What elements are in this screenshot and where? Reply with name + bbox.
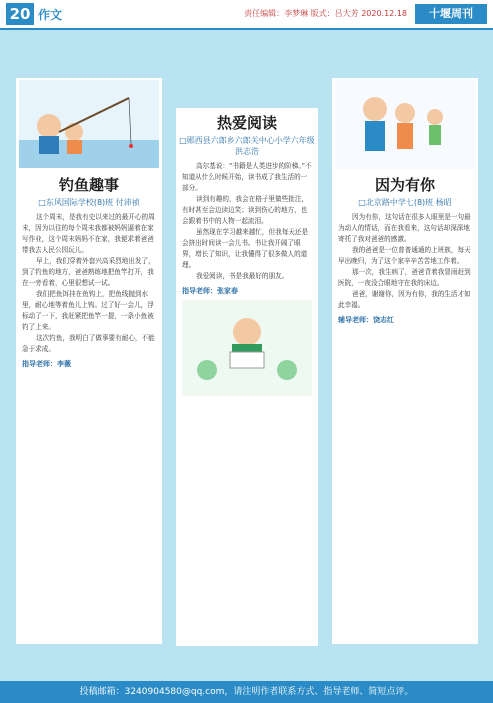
article-fishing: [16, 78, 162, 644]
article-paragraph: 因为有你，这句话在很多人眼里是一句最为动人的情话，而在我看来，这句话却深深地寄托了我对爸爸的感激。: [338, 213, 471, 243]
article-paragraph: 读到有趣的，我会在格子里做些批注，有时甚至会边读边笑；读到伤心的地方，也会跟着书中的人物一起流泪。: [182, 195, 309, 225]
fishing-illustration: [16, 78, 162, 170]
reading-illustration: [176, 302, 318, 394]
section-title: 作文: [38, 8, 63, 22]
article-paragraph: 那一次，我生病了，爸爸背着我冒雨赶到医院，一夜没合眼地守在我的床边。: [338, 268, 471, 287]
family-illustration: [332, 78, 478, 170]
article-paragraph: 早上，我们穿着外套兴高采烈地出发了，到了钓鱼的地方，爸爸熟练地把鱼竿打开，我在一旁看着，心里很想试一试。: [22, 257, 155, 287]
article-byline: □郧西县六郎乡六郎关中心小学六年级 洪志浩: [179, 136, 315, 156]
article-paragraph: 高尔基说：“书籍是人类进步的阶梯。”不知道从什么时候开始，读书成了我生活的一部分。: [182, 162, 312, 192]
brand-logo: 十堰周刊: [415, 4, 487, 24]
page-header: [0, 0, 493, 30]
article-title: 因为有你: [374, 176, 435, 194]
article-title: 钓鱼趣事: [58, 176, 119, 194]
article-mentor: 辅导老师：饶志红: [338, 316, 394, 324]
editor-meta: 责任编辑：李梦琳 版式：吕大芳 2020.12.18: [244, 9, 407, 18]
article-byline: □北京路中学七(8)班 杨昭: [358, 198, 452, 207]
article-paragraph: 虽然现在学习越来越忙，但我每天还是会挤出时间读一会儿书。书让我开阔了眼界，增长了知识，让我懂得了很多做人的道理。: [182, 228, 309, 269]
submission-footer: 投稿邮箱：3240904580@qq.com，请注明作者联系方式、指导老师、简短点评。: [0, 681, 493, 703]
article-mentor: 指导老师：张家春: [182, 287, 238, 295]
article-paragraph: 这次钓鱼，我明白了做事要有耐心，不能急于求成。: [22, 334, 155, 353]
article-reading: [176, 108, 318, 646]
article-byline: □东风国际学校(8)班 付沛祯: [38, 198, 140, 207]
article-title: 热爱阅读: [216, 114, 277, 132]
article-paragraph: 爸爸，谢谢你，因为有你，我的生活才如此幸福。: [338, 290, 471, 309]
article-because-of-you: [332, 78, 478, 644]
page-number: 20: [6, 3, 34, 25]
article-paragraph: 我们把鱼饵挂在鱼钩上，把鱼线抛到水里，耐心地等着鱼儿上钩。过了好一会儿，浮标动了一下，我赶紧把鱼竿一提，一条小鱼被钓了上来。: [22, 290, 154, 331]
article-paragraph: 我爱阅读，书是我最好的朋友。: [196, 272, 289, 280]
article-paragraph: 这个周末，是我有史以来过的最开心的周末，因为以往的每个周末我都被妈妈逼着在家写作业，这个周末妈妈不在家，我便求着爸爸带我去人民公园玩儿。: [22, 213, 155, 254]
article-paragraph: 我的爸爸是一位普普通通的上班族，每天早出晚归，为了这个家辛辛苦苦地工作着。: [338, 246, 471, 265]
article-mentor: 指导老师：李薇: [22, 360, 71, 368]
